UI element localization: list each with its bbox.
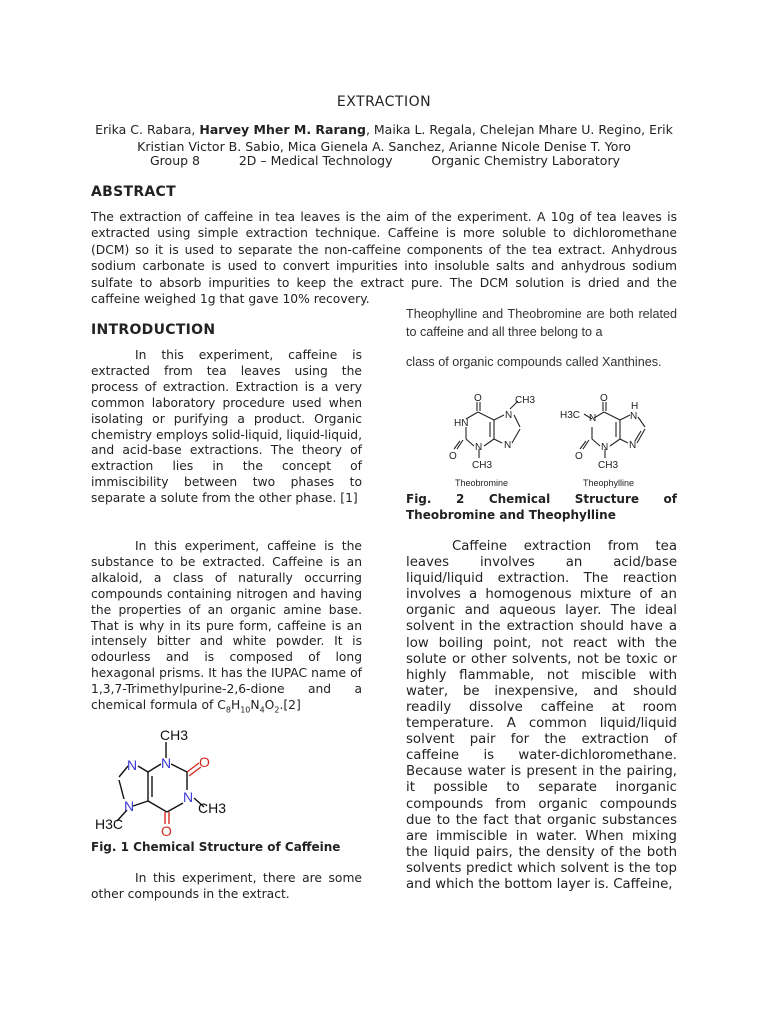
authors-part-2: , Maika L. Regala, Chelejan Mhare U. Regino, Erik Kristian Victor B. Sabio, Mica Gienela A. Sanchez, Arianne Nicole Denise T. Yoro bbox=[137, 122, 673, 154]
abstract-body: The extraction of caffeine in tea leaves is the aim of the experiment. A 10g of tea leaves is extracted using simple extraction technique. Caffeine is more soluble to dichloromethane (DCM) so it is used to separate the non-caffeine components of the tea extract. Anhydrous sodium carbonate is used to convert impurities into insoluble salts and anhydrous sodium sulfate to absorb impurities to keep the extract pure. The DCM solution is dried and the caffeine weighed 1g that gave 10% recovery. bbox=[91, 210, 677, 307]
caffeine-structure-figure bbox=[91, 724, 241, 836]
fig1-caption: Fig. 1 Chemical Structure of Caffeine bbox=[91, 840, 341, 854]
fig1-n1: N bbox=[161, 755, 172, 771]
fig1-n9: N bbox=[127, 757, 138, 773]
group-line bbox=[150, 153, 620, 168]
authors-bold-name: Harvey Mher M. Rarang bbox=[199, 122, 366, 137]
fig2-theophylline-n3: N bbox=[601, 442, 609, 453]
course-name: 2D – Medical Technology bbox=[238, 153, 393, 168]
fig1-n7: N bbox=[124, 798, 135, 814]
fig2-caption: Fig. 2 Chemical Structure of Theobromine and Theophylline bbox=[406, 492, 677, 522]
introduction-heading: INTRODUCTION bbox=[91, 322, 216, 338]
fig2-theophylline-h: H bbox=[631, 401, 639, 412]
intro-paragraph-2-text: In this experiment, caffeine is the substance to be extracted. Caffeine is an alkaloid, a class of naturally occurring compounds containing nitrogen and having the properties of an organic amine base. That is why in its pure form, caffeine is an intensely bitter and white powder. It is odourless and is composed of long hexagonal prisms. It has the IUPAC name of 1,3,7-Trimethylpurine-2,6-dione and a chemical formula of bbox=[91, 539, 362, 713]
fig2-theophylline-n7: N bbox=[630, 411, 638, 422]
fig2-theophylline-n1: N bbox=[589, 413, 597, 424]
fig2-theophylline-ch3: CH3 bbox=[598, 460, 619, 471]
fig2-theophylline-o-bottom: O bbox=[575, 451, 583, 462]
fig1-methyl-left: H3C bbox=[95, 816, 124, 832]
fig2-theobromine-n7: N bbox=[505, 410, 513, 421]
fig1-oxygen-bottom: O bbox=[161, 823, 172, 836]
group-number: Group 8 bbox=[150, 153, 200, 168]
intro-paragraph-1: In this experiment, caffeine is extracted from tea leaves using the process of extraction. Extraction is a very common laboratory procedure used when isolating or purifying a product. Organic chemistry employs solid-liquid, liquid-liquid, and acid-base extractions. The theory of extraction lies in the concept of immiscibility between two phases to separate a solute from the other phase. [1] bbox=[91, 348, 362, 506]
intro-paragraph-2 bbox=[91, 539, 362, 718]
fig2-theophylline-n9: N bbox=[629, 440, 637, 451]
fig2-theobromine-o-top: O bbox=[474, 393, 482, 404]
theobromine-label: Theobromine bbox=[455, 478, 509, 488]
theophylline-label: Theophylline bbox=[583, 478, 635, 488]
intro-paragraph-3: In this experiment, there are some other compounds in the extract. bbox=[91, 871, 362, 901]
lab-name: Organic Chemistry Laboratory bbox=[431, 153, 620, 168]
fig1-methyl-right: CH3 bbox=[198, 800, 227, 816]
xanthines-structure-figure bbox=[448, 391, 678, 489]
caffeine-formula: $C_8H_{10}N_4O_2.[2]$ bbox=[217, 698, 301, 715]
fig2-theobromine-n3: N bbox=[475, 442, 483, 453]
fig2-theobromine-ch3-top: CH3 bbox=[515, 395, 536, 406]
fig1-methyl-top: CH3 bbox=[160, 727, 189, 743]
right-body-paragraph: Caffeine extraction from tea leaves involves an acid/base liquid/liquid extraction. The reaction involves a homogenous mixture of an organic and aqueous layer. The ideal solvent in the extraction should have a low boiling point, not react with the solute or other solvents, not be toxic or highly flammable, not miscible with water, be inexpensive, and should readily dissolve caffeine at room temperature. A common liquid/liquid solvent pair for the extraction of caffeine is water-dichloromethane. Because water is present in the pairing, it possible to separate inorganic compounds from organic compounds due to the fact that organic substances are immiscible in water. When mixing the liquid pairs, the density of the both solvents predict which solvent is the top and which the bottom layer is. Caffeine, bbox=[406, 539, 677, 892]
fig2-theophylline-h3c: H3C bbox=[560, 410, 581, 421]
paper-title: EXTRACTION bbox=[336, 94, 432, 110]
fig2-theobromine-o-bottom: O bbox=[449, 451, 457, 462]
author-list bbox=[80, 122, 688, 155]
authors-part-1: Erika C. Rabara, bbox=[95, 122, 200, 137]
fig1-oxygen-top: O bbox=[199, 754, 210, 770]
fig1-n3: N bbox=[183, 789, 194, 805]
right-paragraph-1: Theophylline and Theobromine are both related to caffeine and all three belong to a bbox=[406, 307, 677, 339]
fig2-theophylline-o-top: O bbox=[600, 393, 608, 404]
fig2-theobromine-n9: N bbox=[504, 440, 512, 451]
fig2-theobromine-hn: HN bbox=[454, 418, 469, 429]
right-paragraph-2: class of organic compounds called Xanthines. bbox=[406, 355, 662, 369]
fig2-theobromine-ch3-bottom: CH3 bbox=[472, 460, 493, 471]
abstract-heading: ABSTRACT bbox=[91, 184, 176, 200]
